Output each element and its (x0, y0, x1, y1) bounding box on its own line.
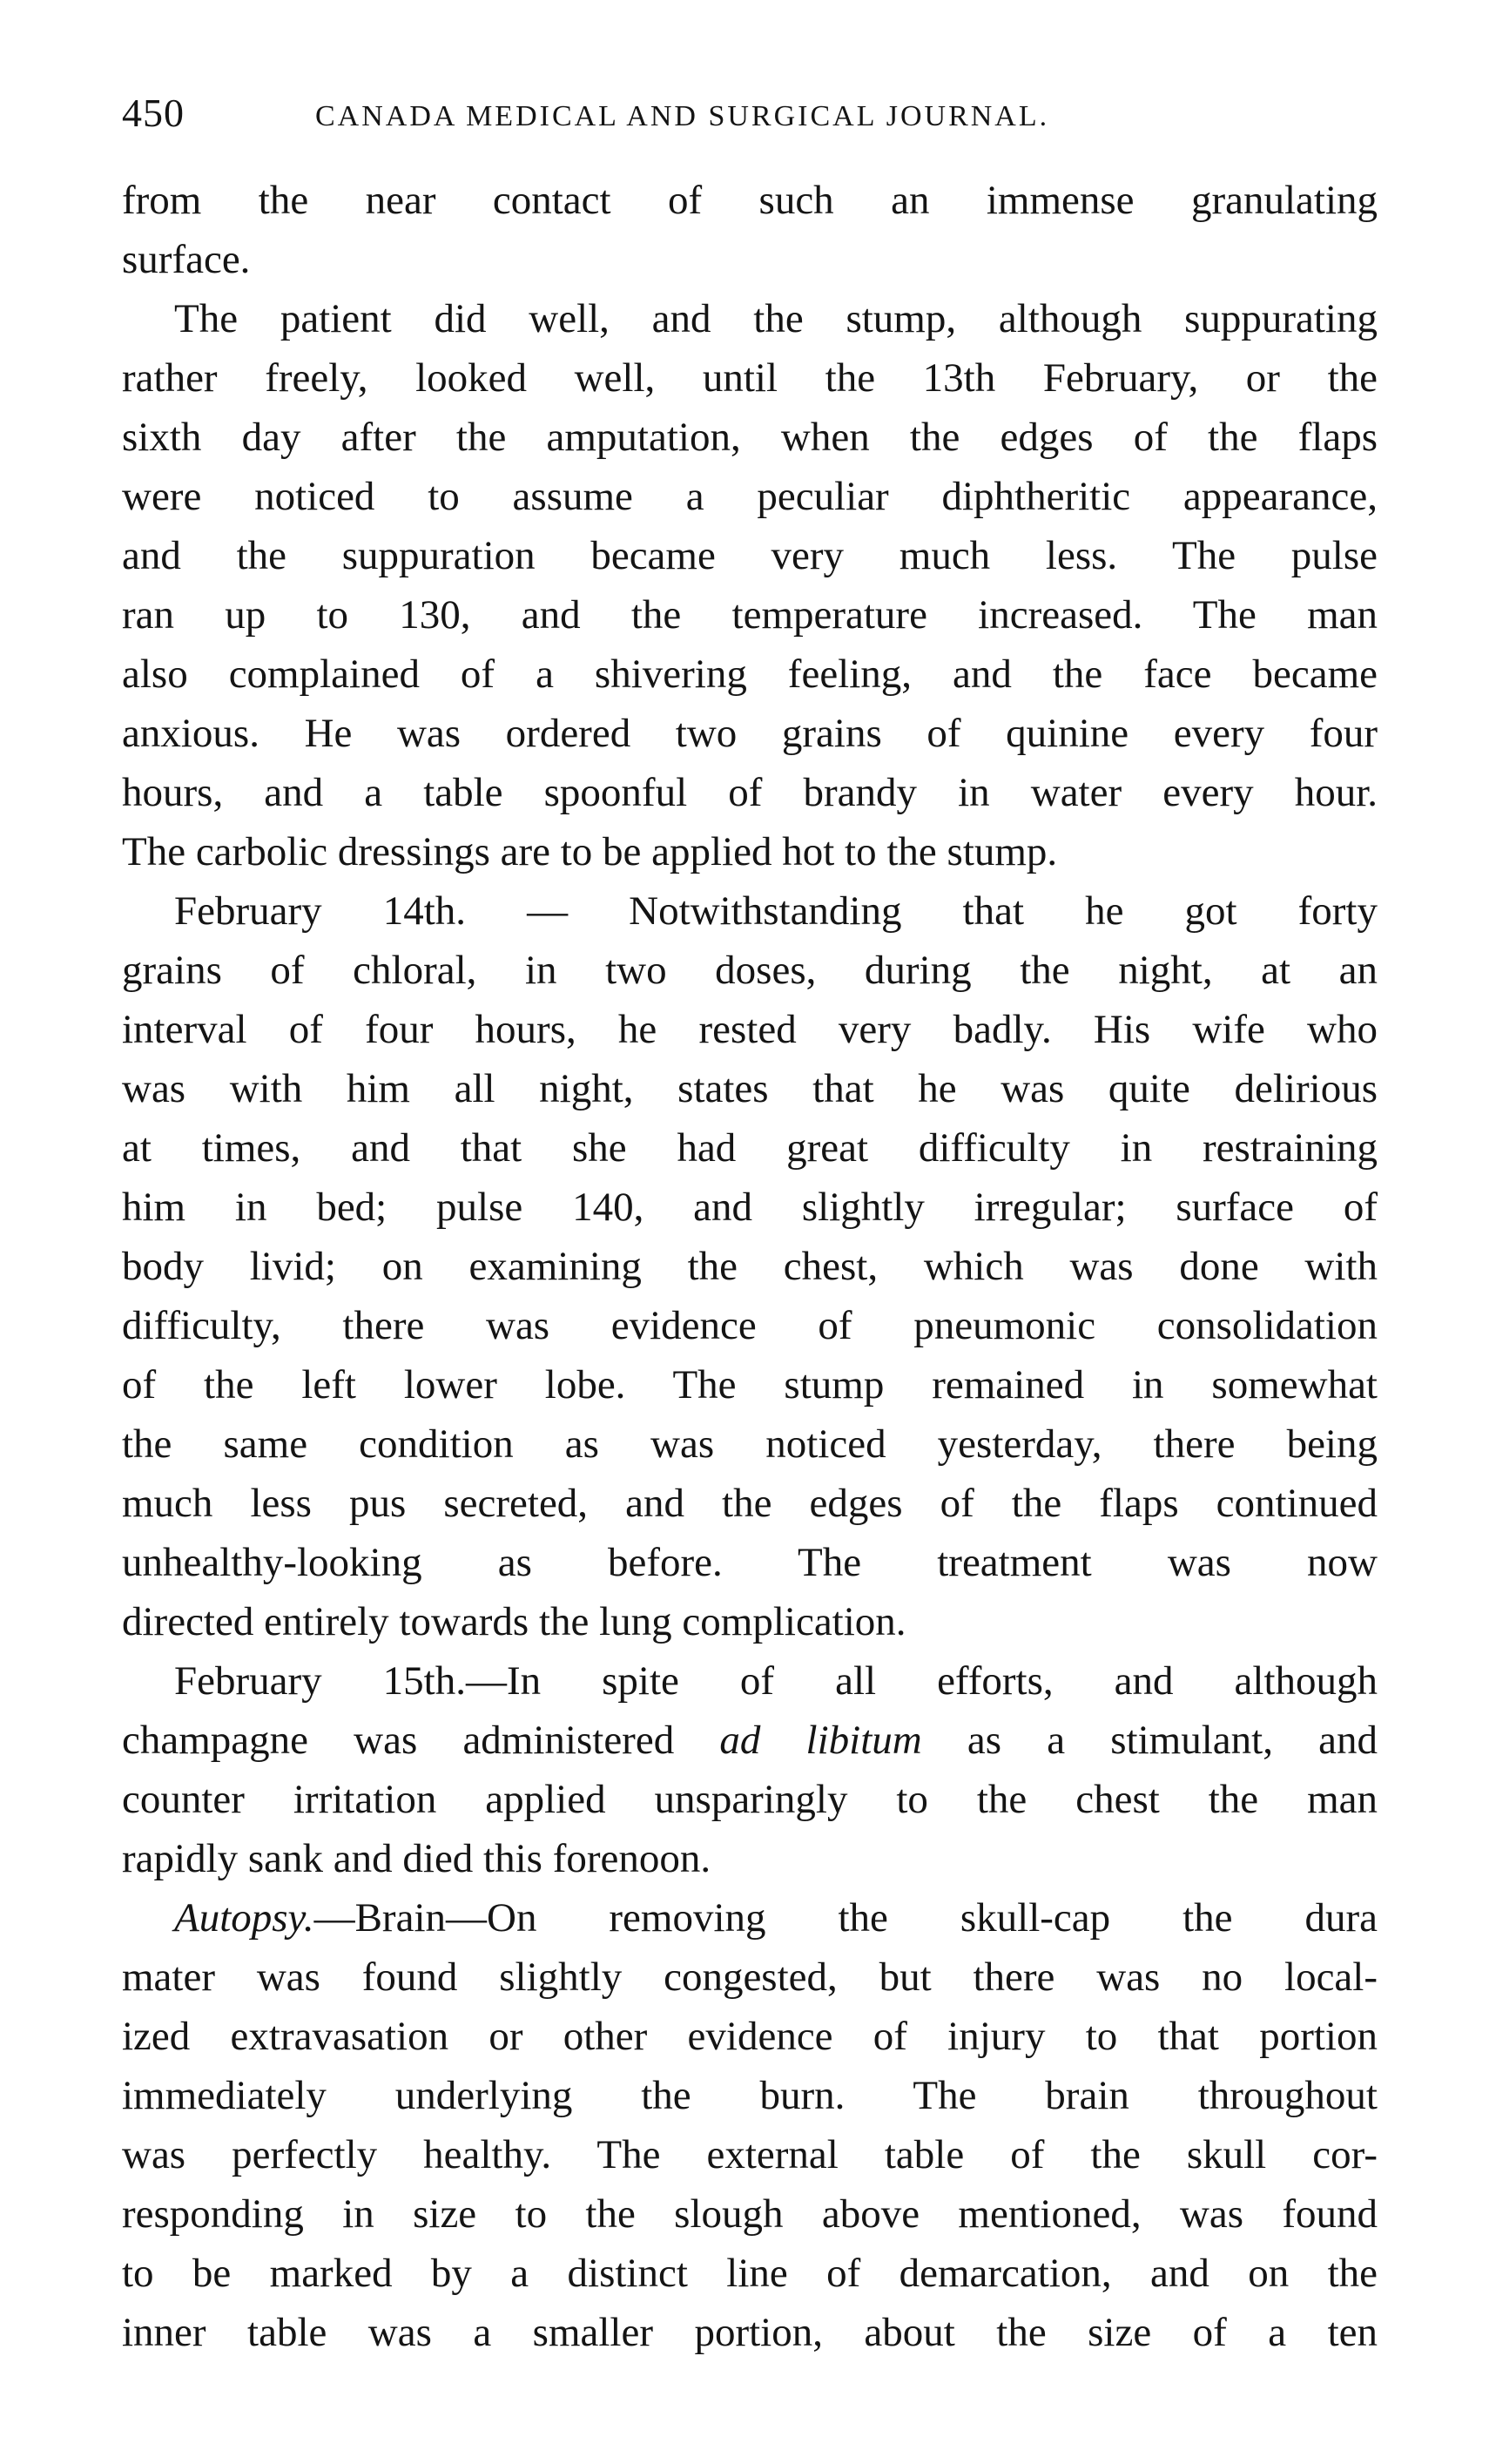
italic-phrase: ad libitum (719, 1718, 922, 1763)
text-line: surface. (122, 237, 251, 282)
italic-phrase: Autopsy. (174, 1895, 314, 1941)
text-line: was with him all night, states that he was quite delirious (122, 1066, 1378, 1111)
text-line: interval of four hours, he rested very badly. His wife who (122, 1007, 1378, 1052)
text-line: inner table was a smaller portion, about the size of a ten (122, 2310, 1378, 2355)
text-line: were noticed to assume a peculiar diphtheritic appearance, (122, 474, 1378, 519)
text-line: mater was found slightly congested, but there was no local- (122, 1954, 1378, 2000)
text-line: counter irritation applied unsparingly to the chest the man (122, 1777, 1378, 1822)
text-line: sixth day after the amputation, when the edges of the flaps (122, 415, 1378, 460)
text-line: from the near contact of such an immense granulating (122, 178, 1378, 223)
text-line: champagne was administered ad libitum as a stimulant, and (122, 1718, 1378, 1763)
text-line: rather freely, looked well, until the 13th February, or the (122, 355, 1378, 401)
text-line: anxious. He was ordered two grains of quinine every four (122, 711, 1378, 756)
text-line: him in bed; pulse 140, and slightly irregular; surface of (122, 1185, 1378, 1230)
text-line: body livid; on examining the chest, which was done with (122, 1244, 1378, 1289)
text-line: also complained of a shivering feeling, and the face became (122, 651, 1378, 697)
text-line: The carbolic dressings are to be applied hot to the stump. (122, 829, 1058, 874)
text-line: February 15th.—In spite of all efforts, and although (174, 1658, 1378, 1704)
text-line: unhealthy-looking as before. The treatment was now (122, 1540, 1378, 1585)
text-line: and the suppuration became very much less. The pulse (122, 533, 1378, 578)
text-line: ran up to 130, and the temperature increased. The man (122, 592, 1378, 638)
text-line: difficulty, there was evidence of pneumonic consolidation (122, 1303, 1378, 1348)
text-line: the same condition as was noticed yesterday, there being (122, 1421, 1378, 1467)
journal-title: CANADA MEDICAL AND SURGICAL JOURNAL. (315, 100, 1050, 132)
text-line: responding in size to the slough above mentioned, was found (122, 2191, 1378, 2237)
text-line: February 14th. — Notwithstanding that he got forty (174, 888, 1378, 934)
text-line: Autopsy.—Brain—On removing the skull-cap the dura (174, 1895, 1378, 1941)
text-line: rapidly sank and died this forenoon. (122, 1836, 711, 1881)
article-body (122, 171, 1378, 2362)
text-line: to be marked by a distinct line of demarcation, and on the (122, 2251, 1378, 2296)
text-line: hours, and a table spoonful of brandy in water every hour. (122, 770, 1378, 815)
text-line: directed entirely towards the lung complication. (122, 1599, 906, 1644)
text-line: of the left lower lobe. The stump remained in somewhat (122, 1362, 1378, 1408)
text-line: The patient did well, and the stump, although suppurating (174, 296, 1378, 341)
text-line: ized extravasation or other evidence of injury to that portion (122, 2014, 1378, 2059)
text-line: at times, and that she had great difficulty in restraining (122, 1125, 1378, 1171)
text-line: immediately underlying the burn. The brain throughout (122, 2073, 1378, 2118)
text-line: much less pus secreted, and the edges of the flaps continued (122, 1481, 1378, 1526)
page-number: 450 (122, 91, 185, 135)
text-line: grains of chloral, in two doses, during the night, at an (122, 948, 1378, 993)
text-line: was perfectly healthy. The external table of the skull cor- (122, 2132, 1378, 2177)
running-head (122, 87, 1393, 139)
